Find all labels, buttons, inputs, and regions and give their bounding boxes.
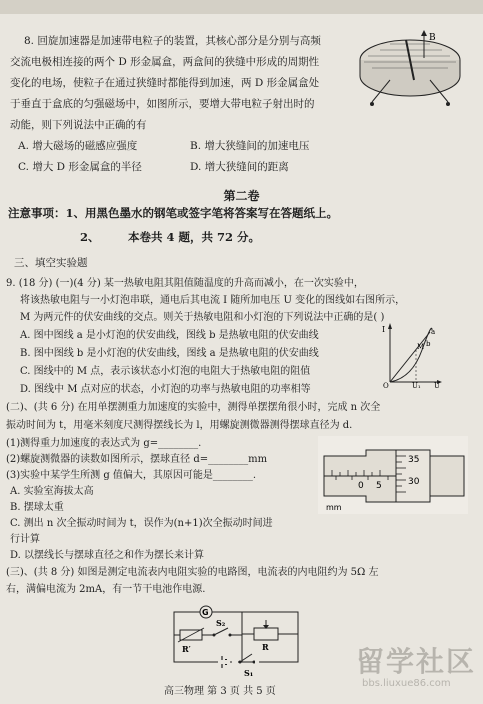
notice-1: 注意事项：1、用黑色墨水的钢笔或签字笔将答案写在答题纸上。	[8, 206, 338, 220]
graph-m-label: M	[417, 343, 425, 351]
q8-line-3: 变化的电场，使粒子在通过狭缝时都能得到加速，两 D 形金属盒处	[10, 77, 320, 89]
q9b-step-3: (3)实验中某学生所测 g 值偏大，其原因可能是________.	[6, 470, 257, 481]
notice-2-number: 2、	[80, 230, 100, 244]
watermark-url: bbs.liuxue86.com	[362, 678, 451, 689]
q9b-option-c-line-1: C. 测出 n 次全振动时间为 t，误作为(n+1)次全振动时间进	[10, 518, 273, 529]
q9b-step-1: (1)测得重力加速度的表达式为 g=________.	[6, 438, 202, 449]
resistor-r-label: R	[262, 642, 269, 652]
q9b-step-2: (2)螺旋测微器的读数如图所示，摆球直径 d=________mm	[6, 454, 268, 465]
micrometer-unit: mm	[326, 503, 342, 512]
micrometer-tick-5: 5	[376, 481, 382, 491]
q9-option-b: B. 图中图线 b 是小灯泡的伏安曲线，图线 a 是热敏电阻的伏安曲线	[20, 348, 319, 359]
q9b-option-d: D. 以摆线长与摆球直径之和作为摆长来计算	[10, 550, 205, 561]
micrometer-tick-0: 0	[358, 481, 364, 491]
q9-option-c: C. 图线中的 M 点，表示该状态小灯泡的电阻大于热敏电阻的阻值	[20, 366, 311, 377]
micrometer-tick-35: 35	[408, 455, 420, 465]
q9-line-3: M 为两元件的伏安曲线的交点。则关于热敏电阻和小灯泡的下列说法中正确的是( )	[20, 312, 385, 323]
page-footer: 高三物理 第 3 页 共 5 页	[164, 686, 276, 697]
q8-option-b: B. 增大狭缝间的加速电压	[190, 140, 310, 152]
q9c-line-2: 右，满偏电流为 2mA，有一节干电池作电源.	[6, 584, 206, 595]
q9-line-2: 将该热敏电阻与一小灯泡串联，通电后其电流 I 随所加电压 U 变化的图线如右图所示，	[20, 295, 406, 306]
q8-line-4: 于垂直于盒底的匀强磁场中，如图所示，要增大带电粒子射出时的	[10, 98, 315, 110]
q9-option-a: A. 图中图线 a 是小灯泡的伏安曲线，图线 b 是热敏电阻的伏安曲线	[20, 330, 319, 341]
watermark-logo: 留学社区	[356, 645, 477, 678]
resistor-r-prime-label: R′	[182, 644, 191, 654]
q8-line-1: 8. 回旋加速器是加速带电粒子的装置，其核心部分是分别与高频	[24, 35, 321, 47]
q8-line-5: 动能，则下列说法中正确的有	[10, 119, 147, 131]
q9b-option-b: B. 摆球太重	[10, 502, 64, 513]
graph-u-label: U	[434, 382, 440, 388]
q8-option-c: C. 增大 D 形金属盒的半径	[18, 161, 142, 173]
graph-origin-label: O	[383, 382, 389, 388]
graph-i-label: I	[382, 325, 386, 334]
q9b-option-c-line-2: 行计算	[10, 534, 40, 545]
graph-b-label: b	[426, 340, 431, 348]
cyclotron-figure	[350, 30, 468, 112]
switch-s1-label: S₁	[244, 668, 254, 678]
q9b-line-2: 振动时间为 t，用毫米刻度尺测得摆线长为 l，用螺旋测微器测得摆球直径为 d.	[6, 420, 353, 431]
q8-option-d: D. 增大狭缝间的距离	[190, 161, 289, 173]
galvanometer-label: G	[202, 608, 209, 617]
q9b-option-a: A. 实验室海拔太高	[10, 486, 94, 497]
part2-title: 第二卷	[223, 189, 260, 203]
q8-line-2: 交流电极相连接的两个 D 形金属盒，两盒间的狭缝中形成的周期性	[10, 56, 320, 68]
cyclotron-b-label: B	[429, 33, 436, 43]
iu-graph	[382, 322, 442, 388]
circuit-figure	[166, 598, 306, 680]
q9-option-d: D. 图线中 M 点对应的状态，小灯泡的功率与热敏电阻的功率相等	[20, 384, 311, 395]
section-title: 三、填空实验题	[14, 257, 88, 269]
q9c-line-1: (三)、(共 8 分) 如图是测定电流表内电阻实验的电路图，电流表的内电阻约为 5Ω 左	[6, 567, 379, 578]
q9b-line-1: (二)、(共 6 分) 在用单摆测重力加速度的实验中，测得单摆摆角很小时，完成 n 次全	[6, 402, 381, 413]
graph-u1-label: U₁	[412, 382, 421, 388]
graph-a-label: a	[431, 328, 436, 336]
micrometer-figure	[318, 436, 468, 514]
q8-option-a: A. 增大磁场的磁感应强度	[18, 140, 138, 152]
q9-line-1: 9. (18 分) (一)(4 分) 某一热敏电阻其阻值随温度的升高而减小，在一次实验中，	[6, 278, 364, 289]
micrometer-tick-30: 30	[408, 477, 420, 487]
notice-2: 本卷共 4 题，共 72 分。	[128, 230, 261, 244]
page-top-band	[0, 0, 483, 14]
switch-s2-label: S₂	[216, 618, 226, 628]
